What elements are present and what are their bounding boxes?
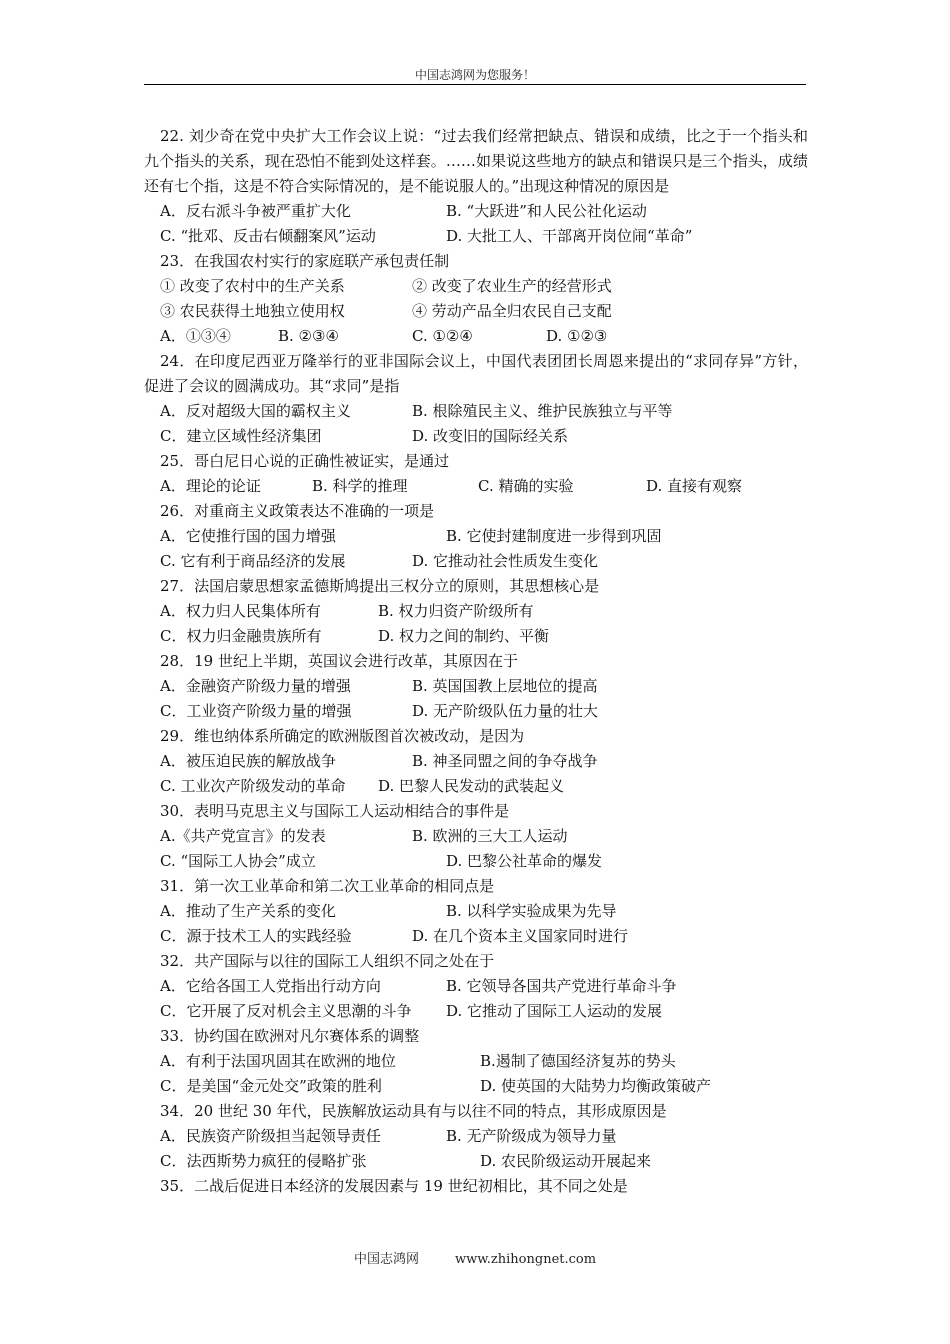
option-b[interactable]: B.遏制了德国经济复苏的势头	[480, 1052, 676, 1070]
option-c[interactable]: C．建立区域性经济集团	[160, 427, 322, 445]
question-28-stem: 28．19 世纪上半期，英国议会进行改革，其原因在于	[160, 652, 518, 670]
question-30-options-row2	[144, 849, 808, 874]
option-a[interactable]: A．①③④	[160, 327, 231, 345]
option-d[interactable]: D. ①②③	[546, 327, 608, 345]
option-d[interactable]: D. 在几个资本主义国家同时进行	[412, 927, 629, 945]
question-31-options-row2	[144, 924, 808, 949]
question-27-options-row2	[144, 624, 808, 649]
question-28-options-row2	[144, 699, 808, 724]
option-d[interactable]: D. 改变旧的国际经关系	[412, 427, 569, 445]
option-b[interactable]: B. 无产阶级成为领导力量	[446, 1127, 617, 1145]
question-32-stem: 32．共产国际与以往的国际工人组织不同之处在于	[160, 952, 495, 970]
question-34-stem: 34．20 世纪 30 年代，民族解放运动具有与以往不同的特点，其形成原因是	[160, 1102, 667, 1120]
option-d[interactable]: D. 大批工人、干部离开岗位闹“革命”	[446, 227, 693, 245]
question-27-options-row1	[144, 599, 808, 624]
footer-site-name: 中国志鸿网	[353, 1252, 419, 1267]
option-c[interactable]: C. “国际工人协会”成立	[160, 852, 316, 870]
option-a[interactable]: A．金融资产阶级力量的增强	[160, 677, 351, 695]
option-a[interactable]: A．反右派斗争被严重扩大化	[160, 202, 351, 220]
option-c[interactable]: C．源于技术工人的实践经验	[160, 927, 352, 945]
option-a[interactable]: A．理论的论证	[160, 477, 261, 495]
option-c[interactable]: C. “批邓、反击右倾翻案风”运动	[160, 227, 376, 245]
option-c[interactable]: C．工业资产阶级力量的增强	[160, 702, 352, 720]
question-24-stem: 24．在印度尼西亚万隆举行的亚非国际会议上，中国代表团团长周恩来提出的“求同存异”方针，促进了会议的圆满成功。其“求同”是指	[144, 352, 808, 395]
option-b[interactable]: B. 英国国教上层地位的提高	[412, 677, 598, 695]
question-24-options-row2	[144, 424, 808, 449]
option-d[interactable]: D. 农民阶级运动开展起来	[480, 1152, 652, 1170]
question-34-options-row1	[144, 1124, 808, 1149]
option-b[interactable]: B. 权力归资产阶级所有	[378, 602, 534, 620]
option-a[interactable]: A．民族资产阶级担当起领导责任	[160, 1127, 381, 1145]
question-25-stem: 25．哥白尼日心说的正确性被证实，是通过	[160, 452, 450, 470]
question-30-stem: 30．表明马克思主义与国际工人运动相结合的事件是	[160, 802, 510, 820]
option-c[interactable]: C．是美国“金元处交”政策的胜利	[160, 1077, 382, 1095]
question-25-options	[144, 474, 808, 499]
question-27-stem: 27．法国启蒙思想家孟德斯鸠提出三权分立的原则，其思想核心是	[160, 577, 600, 595]
option-a[interactable]: A.《共产党宣言》的发表	[160, 827, 326, 845]
option-d[interactable]: D. 使英国的大陆势力均衡政策破产	[480, 1077, 712, 1095]
question-29-options-row2	[144, 774, 808, 799]
option-d[interactable]: D. 它推动社会性质发生变化	[412, 552, 599, 570]
option-a[interactable]: A．有利于法国巩固其在欧洲的地位	[160, 1052, 396, 1070]
question-30-options-row1	[144, 824, 808, 849]
option-d[interactable]: D. 无产阶级队伍力量的壮大	[412, 702, 599, 720]
footer-url[interactable]: www.zhihongnet.com	[454, 1252, 597, 1267]
option-c[interactable]: C．法西斯势力疯狂的侵略扩张	[160, 1152, 367, 1170]
option-a[interactable]: A．反对超级大国的霸权主义	[160, 402, 351, 420]
question-23-options	[144, 324, 808, 349]
option-b[interactable]: B. 以科学实验成果为先导	[446, 902, 617, 920]
page-header: 中国志鸿网为您服务！	[414, 68, 535, 82]
option-d[interactable]: D. 它推动了国际工人运动的发展	[446, 1002, 663, 1020]
option-b[interactable]: B. 它领导各国共产党进行革命斗争	[446, 977, 677, 995]
question-28-options-row1	[144, 674, 808, 699]
option-b[interactable]: B. 科学的推理	[312, 477, 408, 495]
option-a[interactable]: A．推动了生产关系的变化	[160, 902, 336, 920]
question-22-options-row2	[144, 224, 808, 249]
option-d[interactable]: D. 巴黎人民发动的武装起义	[378, 777, 565, 795]
statement-4: ④ 劳动产品全归农民自己支配	[412, 302, 612, 320]
question-23-statements-row2	[144, 299, 808, 324]
statement-3: ③ 农民获得土地独立使用权	[160, 302, 345, 320]
question-29-stem: 29．维也纳体系所确定的欧洲版图首次被改动，是因为	[160, 727, 525, 745]
option-d[interactable]: D. 权力之间的制约、平衡	[378, 627, 550, 645]
question-35-stem: 35．二战后促进日本经济的发展因素与 19 世纪初相比，其不同之处是	[160, 1177, 628, 1195]
question-22-stem: 22. 刘少奇在党中央扩大工作会议上说：“过去我们经常把缺点、错误和成绩，比之于一个指头和九个指头的关系，现在恐怕不能到处这样套。……如果说这些地方的缺点和错误只是三个指头，成绩还有七个指，这是不符合实际情况的，是不能说服人的。”出现这种情况的原因是	[144, 127, 808, 195]
question-34-options-row2	[144, 1149, 808, 1174]
question-29-options-row1	[144, 749, 808, 774]
option-c[interactable]: C．它开展了反对机会主义思潮的斗争	[160, 1002, 412, 1020]
option-b[interactable]: B. 它使封建制度进一步得到巩固	[446, 527, 662, 545]
question-23-statements-row1	[144, 274, 808, 299]
question-list	[144, 124, 808, 1199]
option-a[interactable]: A．被压迫民族的解放战争	[160, 752, 336, 770]
question-23-stem: 23．在我国农村实行的家庭联产承包责任制	[160, 252, 450, 270]
option-b[interactable]: B. 神圣同盟之间的争夺战争	[412, 752, 598, 770]
question-32-options-row1	[144, 974, 808, 999]
option-d[interactable]: D. 巴黎公社革命的爆发	[446, 852, 603, 870]
page-footer	[0, 1248, 950, 1267]
question-31-options-row1	[144, 899, 808, 924]
option-b[interactable]: B. 欧洲的三大工人运动	[412, 827, 568, 845]
header-divider	[144, 84, 806, 85]
option-d[interactable]: D. 直接有观察	[646, 477, 743, 495]
option-a[interactable]: A．权力归人民集体所有	[160, 602, 321, 620]
statement-1: ① 改变了农村中的生产关系	[160, 277, 345, 295]
statement-2: ② 改变了农业生产的经营形式	[412, 277, 612, 295]
question-26-stem: 26．对重商主义政策表达不准确的一项是	[160, 502, 435, 520]
option-c[interactable]: C. 它有利于商品经济的发展	[160, 552, 346, 570]
question-31-stem: 31．第一次工业革命和第二次工业革命的相同点是	[160, 877, 495, 895]
question-22-options-row1	[144, 199, 808, 224]
question-33-options-row1	[144, 1049, 808, 1074]
option-a[interactable]: A．它使推行国的国力增强	[160, 527, 336, 545]
question-32-options-row2	[144, 999, 808, 1024]
option-c[interactable]: C. 工业次产阶级发动的革命	[160, 777, 346, 795]
question-26-options-row2	[144, 549, 808, 574]
option-b[interactable]: B. 根除殖民主义、维护民族独立与平等	[412, 402, 673, 420]
question-33-stem: 33．协约国在欧洲对凡尔赛体系的调整	[160, 1027, 420, 1045]
option-c[interactable]: C．权力归金融贵族所有	[160, 627, 322, 645]
option-c[interactable]: C. 精确的实验	[478, 477, 574, 495]
question-24-options-row1	[144, 399, 808, 424]
option-a[interactable]: A．它给各国工人党指出行动方向	[160, 977, 381, 995]
option-b[interactable]: B. ②③④	[278, 327, 339, 345]
option-b[interactable]: B. “大跃进”和人民公社化运动	[446, 202, 647, 220]
question-33-options-row2	[144, 1074, 808, 1099]
question-26-options-row1	[144, 524, 808, 549]
option-c[interactable]: C. ①②④	[412, 327, 473, 345]
